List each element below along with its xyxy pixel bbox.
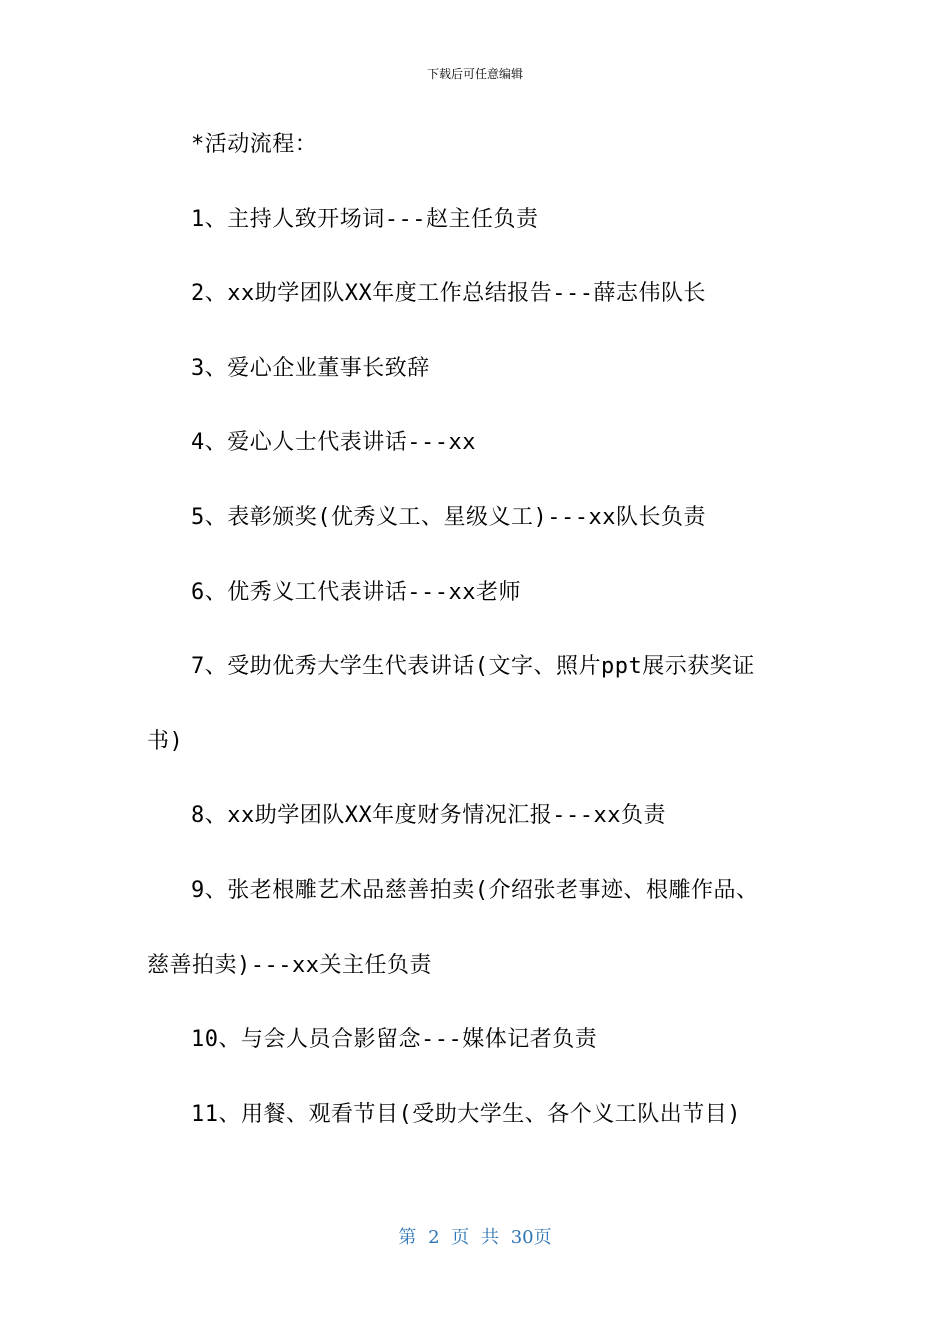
- list-item: 11、用餐、观看节目(受助大学生、各个义工队出节目): [191, 1101, 741, 1127]
- list-item: 2、xx助学团队XX年度工作总结报告---薛志伟队长: [191, 281, 706, 307]
- list-item: 8、xx助学团队XX年度财务情况汇报---xx负责: [191, 803, 666, 829]
- list-item: 9、张老根雕艺术品慈善拍卖(介绍张老事迹、根雕作品、: [191, 877, 759, 903]
- list-item: 6、优秀义工代表讲话---xx老师: [191, 579, 521, 605]
- list-item: 10、与会人员合影留念---媒体记者负责: [191, 1027, 598, 1053]
- list-item-continuation: 慈善拍卖)---xx关主任负责: [147, 952, 432, 978]
- list-item: 1、主持人致开场词---赵主任负责: [191, 206, 539, 232]
- page-number-footer: 第 2 页 共 30页: [398, 1227, 552, 1248]
- list-item: 3、爱心企业董事长致辞: [191, 355, 430, 381]
- list-item: 7、受助优秀大学生代表讲话(文字、照片ppt展示获奖证: [191, 654, 755, 680]
- section-heading: *活动流程：: [191, 132, 318, 157]
- list-item: 5、表彰颁奖(优秀义工、星级义工)---xx队长负责: [191, 504, 706, 530]
- page-header: 下载后可任意编辑: [426, 67, 523, 81]
- list-item-continuation: 书): [147, 728, 184, 754]
- list-item: 4、爱心人士代表讲话---xx: [191, 430, 476, 456]
- document-body: [147, 126, 803, 1170]
